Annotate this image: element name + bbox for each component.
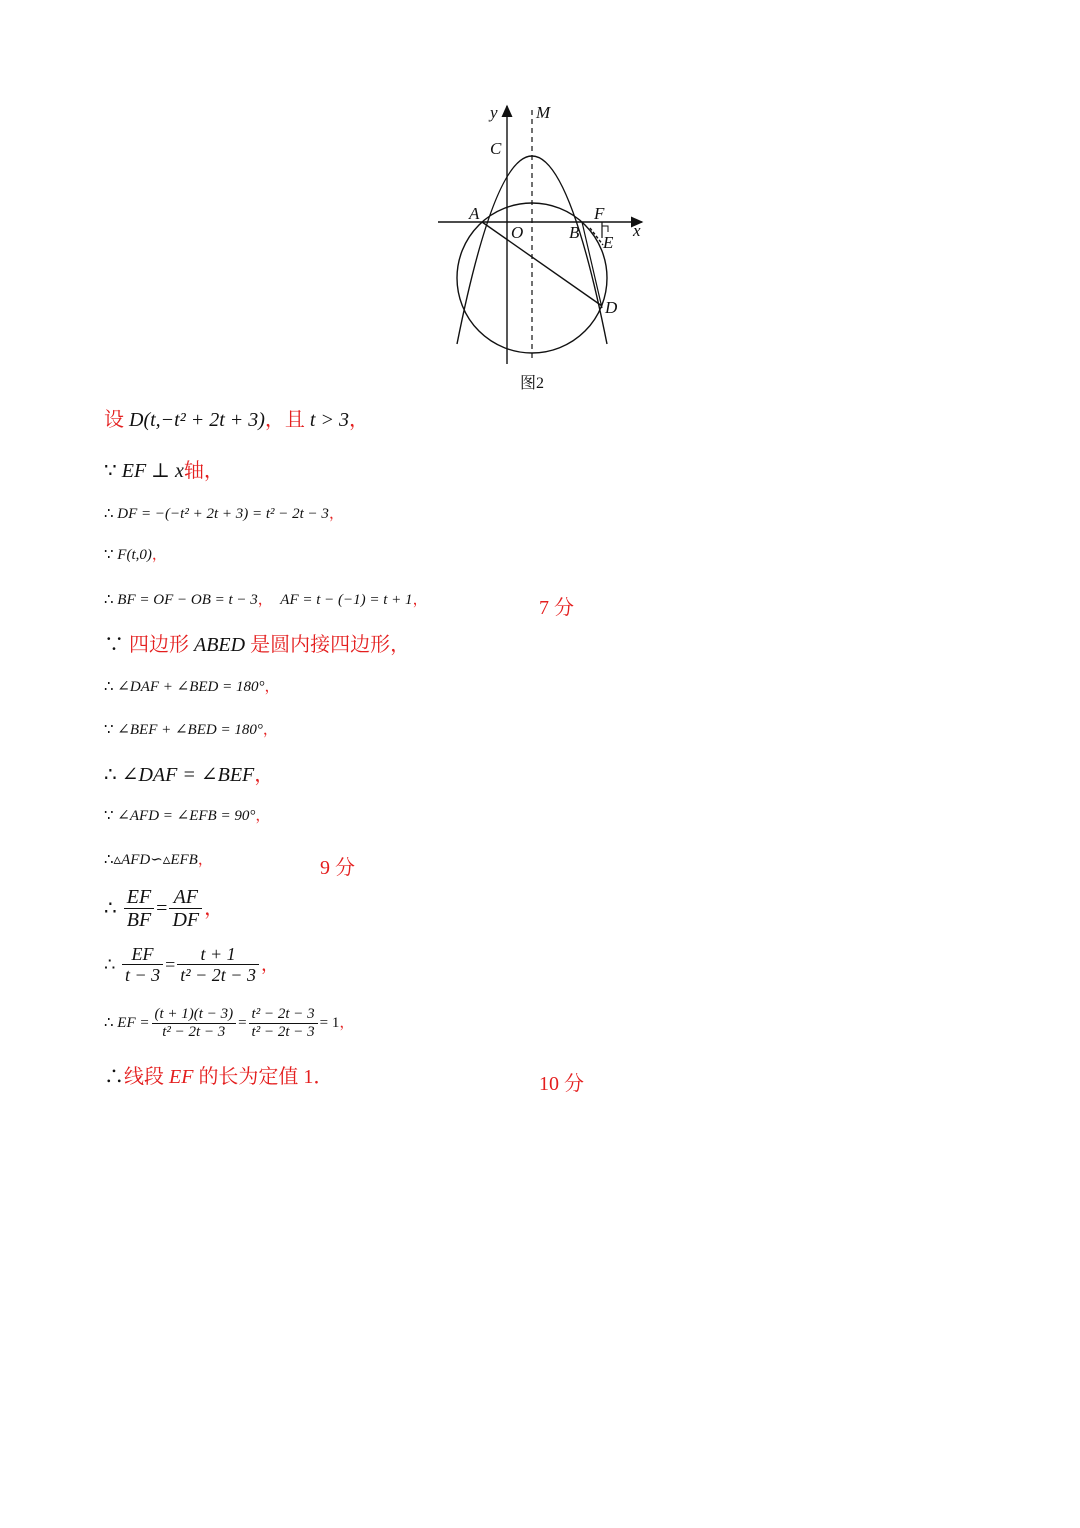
math: t > 3 <box>309 409 349 431</box>
line-through-D <box>582 222 602 308</box>
fraction <box>249 1006 318 1041</box>
math: ∠DAF + ∠BED = 180° <box>117 679 265 695</box>
therefore-symbol: ∴ <box>104 764 117 786</box>
equals: = <box>156 897 168 920</box>
denominator: DF <box>172 909 200 931</box>
label-E: E <box>603 233 614 252</box>
text: 是圆内接四边形， <box>245 634 411 656</box>
denominator: BF <box>126 909 152 931</box>
therefore-symbol: ∴ <box>104 897 117 920</box>
score-10: 10 分 <box>539 1073 584 1095</box>
text: 的长为定值 1． <box>193 1066 334 1088</box>
fraction <box>124 886 154 931</box>
math: ∠BEF + ∠BED = 180° <box>117 722 263 738</box>
because-symbol: ∵ <box>104 634 124 656</box>
segment-BE <box>590 228 603 245</box>
line-10 <box>104 809 270 824</box>
label-F: F <box>594 204 605 223</box>
therefore-symbol: ∴ <box>104 592 114 608</box>
line-8 <box>104 723 278 738</box>
label-O: O <box>511 223 524 242</box>
math: = 1 <box>319 1015 340 1031</box>
fraction <box>152 1006 237 1041</box>
punct: ， <box>348 409 369 431</box>
numerator: EF <box>124 886 154 909</box>
punct: ， <box>254 764 275 786</box>
punct: ， <box>328 506 344 522</box>
because-symbol: ∵ <box>104 722 114 738</box>
punct: ， <box>262 722 278 738</box>
math: EF ⊥ x <box>121 460 184 482</box>
equals: = <box>165 954 176 975</box>
line-5 <box>104 593 428 608</box>
numerator: EF <box>122 944 163 965</box>
because-symbol: ∵ <box>104 808 114 824</box>
numerator: (t + 1)(t − 3) <box>152 1006 237 1024</box>
fraction <box>177 944 259 985</box>
line-6 <box>104 635 410 655</box>
numerator: t² − 2t − 3 <box>249 1006 318 1024</box>
because-symbol: ∵ <box>104 547 114 563</box>
label-A: A <box>469 204 480 223</box>
punct: ， <box>257 592 273 608</box>
because-symbol: ∵ <box>104 460 117 482</box>
punct: ， <box>197 852 213 868</box>
punct: ， <box>204 897 225 920</box>
label-M: M <box>536 103 551 122</box>
numerator: t + 1 <box>177 944 259 965</box>
line-14 <box>104 1006 354 1041</box>
score-7: 7 分 <box>539 597 574 619</box>
punct: ， <box>260 954 279 975</box>
line-11 <box>104 853 213 868</box>
numerator: AF <box>169 886 202 909</box>
punct: ， <box>264 679 280 695</box>
geometry-diagram <box>430 98 660 368</box>
math: EF <box>169 1066 194 1088</box>
label-x: x <box>633 221 641 240</box>
punct: ， <box>412 592 428 608</box>
math: ▵AFD∽▵EFB <box>113 852 198 868</box>
segment-AD <box>482 222 602 306</box>
line-15 <box>104 1067 333 1087</box>
therefore-symbol: ∴ <box>104 506 114 522</box>
text: 轴， <box>183 460 224 482</box>
denominator: t² − 2t − 3 <box>180 965 256 985</box>
math: D(t,−t² + 2t + 3) <box>129 409 265 431</box>
math: BF = OF − OB = t − 3 <box>117 592 258 608</box>
math: EF = <box>117 1015 150 1031</box>
denominator: t² − 2t − 3 <box>251 1024 315 1040</box>
punct: ， <box>255 808 271 824</box>
label-y: y <box>490 103 498 122</box>
score-9: 9 分 <box>320 857 355 879</box>
text: 四边形 <box>129 634 194 656</box>
label-C: C <box>490 139 502 158</box>
punct: ， <box>151 547 167 563</box>
label-B: B <box>569 223 580 242</box>
therefore-symbol: ∴ <box>104 1066 124 1088</box>
math: AF = t − (−1) = t + 1 <box>280 592 413 608</box>
math: F(t,0) <box>117 547 152 563</box>
line-7 <box>104 680 280 695</box>
line-12 <box>104 886 224 931</box>
denominator: t² − 2t − 3 <box>162 1024 226 1040</box>
line-9 <box>104 765 274 785</box>
math: ∠DAF = ∠BEF <box>121 764 255 786</box>
line-4 <box>104 548 167 563</box>
text: 线段 <box>124 1066 169 1088</box>
line-13 <box>104 944 279 985</box>
fraction <box>122 944 163 985</box>
denominator: t − 3 <box>124 965 161 985</box>
fraction <box>169 886 202 931</box>
right-angle-mark <box>602 226 608 232</box>
math: DF = −(−t² + 2t + 3) = t² − 2t − 3 <box>117 506 329 522</box>
line-2 <box>104 461 224 481</box>
line-3 <box>104 507 344 522</box>
equals: = <box>238 1015 247 1031</box>
text: ，且 <box>264 409 310 431</box>
punct: ， <box>339 1015 355 1031</box>
figure-caption: 图2 <box>520 375 545 392</box>
therefore-symbol: ∴ <box>104 1015 114 1031</box>
therefore-symbol: ∴ <box>104 954 116 975</box>
text: 设 <box>104 409 129 431</box>
line-1 <box>104 410 369 430</box>
therefore-symbol: ∴ <box>104 679 114 695</box>
therefore-symbol: ∴ <box>104 852 114 868</box>
math: ∠AFD = ∠EFB = 90° <box>117 808 256 824</box>
label-D: D <box>605 298 618 317</box>
figure-2 <box>430 98 660 398</box>
math: ABED <box>194 634 246 656</box>
